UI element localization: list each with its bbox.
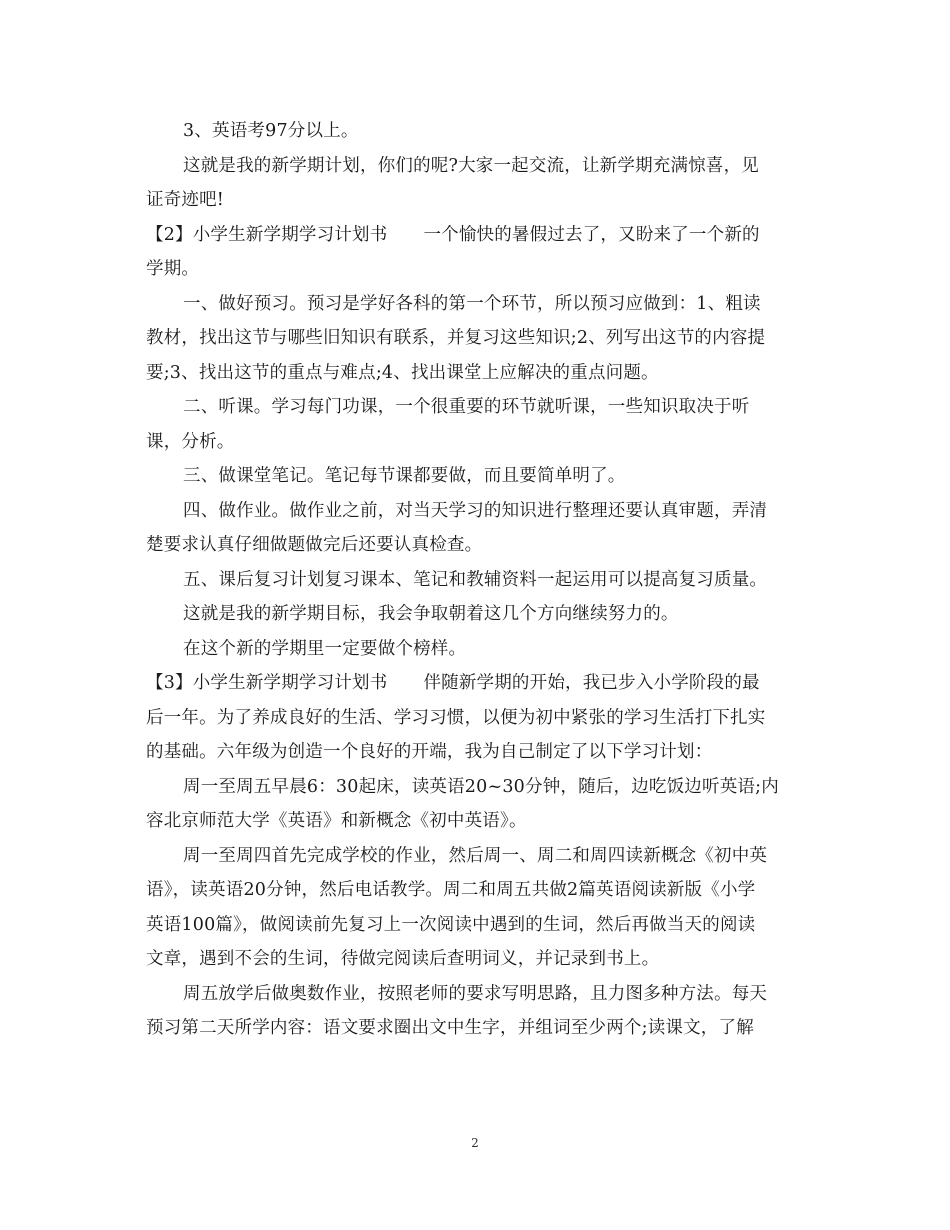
paragraph-line: 这就是我的新学期目标，我会争取朝着这几个方向继续努力的。 [183, 604, 679, 624]
section-2-heading: 【2】小学生新学期学习计划书 [146, 224, 388, 245]
paragraph-line: 在这个新的学期里一定要做个榜样。 [183, 638, 467, 659]
paragraph-line: 要;3、找出这节的重点与难点;4、找出课堂上应解决的重点问题。 [146, 362, 659, 383]
paragraph-line: 学期。 [146, 259, 200, 279]
paragraph-line: 周一至周四首先完成学校的作业，然后周一、周二和周四读新概念《初中英 [183, 845, 768, 866]
paragraph-line: 教材，找出这节与哪些旧知识有联系，并复习这些知识;2、列写出这节的内容提 [146, 328, 766, 348]
section-heading-line [146, 666, 810, 701]
paragraph-line: 英语100篇》，做阅读前先复习上一次阅读中遇到的生词，然后再做当天的阅读 [146, 914, 756, 935]
section-heading-line [146, 218, 810, 253]
paragraph-line: 三、做课堂笔记。笔记每节课都要做，而且要简单明了。 [183, 466, 626, 486]
paragraph-line: 二、听课。学习每门功课，一个很重要的环节就听课，一些知识取决于听 [183, 397, 750, 417]
paragraph-line: 四、做作业。做作业之前，对当天学习的知识进行整理还要认真审题，弄清 [183, 500, 768, 521]
paragraph-line: 楚要求认真仔细做题做完后还要认真检查。 [146, 535, 483, 555]
document-page [146, 114, 810, 1046]
paragraph-line: 一、做好预习。预习是学好各科的第一个环节，所以预习应做到：1、粗读 [183, 293, 761, 314]
section-3-heading: 【3】小学生新学期学习计划书 [146, 673, 388, 693]
paragraph-line: 五、课后复习计划复习课本、笔记和教辅资料一起运用可以提高复习质量。 [183, 569, 768, 590]
paragraph-line: 周一至周五早晨6：30起床，读英语20~30分钟，随后，边吃饭边听英语;内 [183, 776, 779, 797]
paragraph-line: 周五放学后做奥数作业，按照老师的要求写明思路，且力图多种方法。每天 [183, 983, 768, 1004]
paragraph-line: 预习第二天所学内容：语文要求圈出文中生字，并组词至少两个;读课文，了解 [146, 1018, 754, 1038]
section-3-lead: 伴随新学期的开始，我已步入小学阶段的最 [423, 673, 760, 693]
paragraph-line: 语》，读英语20分钟，然后电话教学。周二和周五共做2篇英语阅读新版《小学 [146, 880, 756, 900]
page-number: 2 [471, 1136, 479, 1150]
paragraph-line: 容北京师范大学《英语》和新概念《初中英语》。 [146, 811, 527, 831]
paragraph-line: 文章，遇到不会的生词，待做完阅读后查明词义，并记录到书上。 [146, 949, 660, 969]
paragraph-line: 的基础。六年级为创造一个良好的开端，我为自己制定了以下学习计划： [146, 742, 713, 762]
paragraph-line: 课，分析。 [146, 431, 235, 452]
paragraph-line: 证奇迹吧! [146, 190, 225, 210]
paragraph-line: 3、英语考97分以上。 [183, 121, 359, 141]
paragraph-line: 这就是我的新学期计划，你们的呢?大家一起交流，让新学期充满惊喜，见 [183, 155, 759, 176]
paragraph-line: 后一年。为了养成良好的生活、学习习惯，以便为初中紧张的学习生活打下扎实 [146, 707, 766, 728]
section-2-lead: 一个愉快的暑假过去了，又盼来了一个新的 [423, 224, 760, 245]
